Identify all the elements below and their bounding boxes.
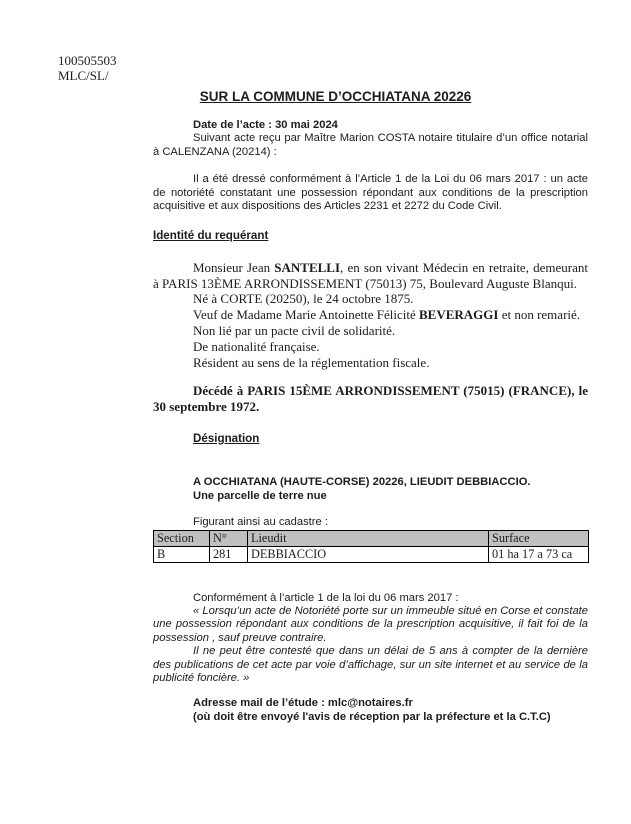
cadastre-cell-surface: 01 ha 17 a 73 ca <box>489 546 589 562</box>
spacer <box>153 445 588 476</box>
reference-block <box>58 54 117 83</box>
cadastre-header-numero: N° <box>210 530 248 546</box>
spacer <box>153 159 588 173</box>
reference-number: 100505503 <box>58 53 117 68</box>
widower-paragraph <box>153 307 588 323</box>
requester-identity-paragraph <box>153 260 588 292</box>
birth-line: Né à CORTE (20250), le 24 octobre 1875. <box>193 291 414 307</box>
parcel-description-line: Une parcelle de terre nue <box>193 489 327 502</box>
requester-surname: SANTELLI <box>274 259 341 275</box>
spacer <box>153 503 588 516</box>
widower-prefix: Veuf de Madame Marie Antoinette Félicité <box>193 307 419 323</box>
act-date-line: Date de l’acte : 30 mai 2024 <box>193 119 338 131</box>
spouse-surname: BEVERAGGI <box>418 307 499 323</box>
reference-code: MLC/SL/ <box>58 67 109 83</box>
act-received-paragraph: Suivant acte reçu par Maître Marion COSTA notaire titulaire d’un office notarial à CALENZANA (20214) : <box>153 132 588 158</box>
property-location-line: A OCCHIATANA (HAUTE-CORSE) 20226, LIEUDIT DEBBIACCIO. <box>193 476 531 489</box>
residence-line: Résident au sens de la réglementation fiscale. <box>193 354 430 370</box>
widower-suffix: et non remarié. <box>498 307 581 323</box>
spacer <box>153 370 588 383</box>
death-paragraph: Décédé à PARIS 15ÈME ARRONDISSEMENT (75015) (FRANCE), le 30 septembre 1972. <box>153 383 588 415</box>
cadastre-header-lieudit: Lieudit <box>248 530 489 546</box>
pacs-line: Non lié par un pacte civil de solidarité. <box>193 323 396 339</box>
spacer <box>153 563 588 592</box>
spacer <box>153 685 588 697</box>
cadastre-header-row <box>154 530 589 546</box>
nationality-line: De nationalité française. <box>193 338 320 354</box>
law-quote-paragraph-1: « Lorsqu’un acte de Notoriété porte sur un immeuble situé en Corse et constate une possession répondant aux conditions de la prescription acquisitive, il fait foi de la possession , sauf preuve contraire. <box>153 605 588 644</box>
act-drafted-paragraph: Il a été dressé conformément à l’Article 1 de la Loi du 06 mars 2017 : un acte de notoriété constatant une possession répondant aux conditions de la prescription acquisitive et aux dispositions des Articles 2231 et 2272 du Code Civil. <box>153 173 588 213</box>
cadastre-cell-numero: 281 <box>210 546 248 562</box>
document-body <box>153 119 588 724</box>
spacer <box>153 415 588 432</box>
section-heading-identite: Identité du requérant <box>153 229 269 243</box>
receipt-note-line: (où doit être envoyé l'avis de réception par la préfecture et la C.T.C) <box>193 710 551 723</box>
requester-prefix: Monsieur Jean <box>193 259 275 275</box>
cadastre-header-surface: Surface <box>489 530 589 546</box>
law-quote-paragraph-2: Il ne peut être contesté que dans un délai de 5 ans à compter de la dernière des publications de cet acte par voie d’affichage, sur un site internet et au service de la publicité foncière. » <box>153 645 588 685</box>
cadastre-intro-line: Figurant ainsi au cadastre : <box>193 516 328 529</box>
spacer <box>153 243 588 260</box>
cadastre-cell-lieudit: DEBBIACCIO <box>248 546 489 562</box>
office-email-line: Adresse mail de l’étude : mlc@notaires.fr <box>193 697 413 710</box>
cadastre-data-row <box>154 546 589 562</box>
cadastre-header-section: Section <box>154 530 210 546</box>
spacer <box>153 213 588 229</box>
requester-suffix: , en son vivant Médecin en retraite, demeurant à PARIS 13ÈME ARRONDISSEMENT (75013) 75, Boulevard Auguste Blanqui. <box>153 259 588 291</box>
cadastre-cell-section: B <box>154 546 210 562</box>
cadastre-table <box>153 530 589 563</box>
law-reference-line: Conformément à l’article 1 de la loi du 06 mars 2017 : <box>193 591 459 604</box>
section-heading-designation: Désignation <box>193 432 260 446</box>
document-title: SUR LA COMMUNE D’OCCHIATANA 20226 <box>199 89 472 104</box>
